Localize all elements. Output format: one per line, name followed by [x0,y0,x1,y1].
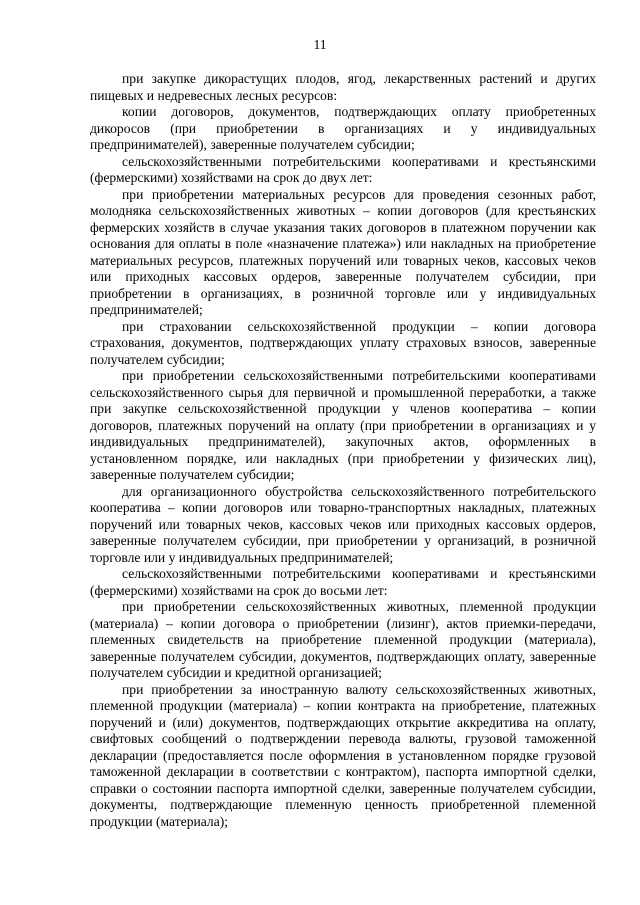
paragraph: сельскохозяйственными потребительскими кооперативами и крестьянскими (фермерскими) хозяйствами на срок до двух лет: [90,153,596,185]
paragraph: сельскохозяйственными потребительскими кооперативами и крестьянскими (фермерскими) хозяйствами на срок до восьми лет: [90,566,596,598]
paragraph: при страховании сельскохозяйственной продукции – копии договора страхования, документов, подтверждающих уплату страховых взносов, заверенные получателем субсидии; [90,318,596,367]
paragraph: при приобретении сельскохозяйственными потребительскими кооперативами сельскохозяйственного сырья для первичной и промышленной переработки, а также при закупке сельскохозяйственной продукции у членов кооператива – копии договоров, платежных поручений на оплату (при приобретении в организациях и у индивидуальных предпринимателей), закупочных актов, оформленных в установленном порядке, или накладных (при приобретении у физических лиц), заверенные получателем субсидии; [90,368,596,482]
paragraph: для организационного обустройства сельскохозяйственного потребительского кооператива – копии договоров или товарно-транспортных накладных, платежных поручений или товарных чеков, кассовых чеков или приходных кассовых ордеров, заверенные получателем субсидии, при приобретении у организаций, в розничной торговле или у индивидуальных предпринимателей; [90,483,596,565]
paragraph: при приобретении за иностранную валюту сельскохозяйственных животных, племенной продукции (материала) – копии контракта на приобретение, платежных поручений и (или) документов, подтверждающих открытие аккредитива на оплату, свифтовых сообщений о подтверждении перевода валюты, грузовой таможенной декларации (предоставляется после оформления в установленном порядке грузовой таможенной декларации в соответствии с контрактом), паспорта импортной сделки, справки о состоянии паспорта импортной сделки, заверенные получателем субсидии, документы, подтверждающие племенную ценность приобретенной племенной продукции (материала); [90,681,596,829]
document-body [90,71,596,830]
paragraph: при приобретении материальных ресурсов для проведения сезонных работ, молодняка сельскохозяйственных животных – копии договоров (для крестьянских фермерских хозяйств в случае указания таких договоров в платежном поручении как основания для оплаты в поле «назначение платежа») или накладных на приобретение материальных ресурсов, платежных поручений или товарных чеков, кассовых чеков или приходных кассовых ордеров, заверенные получателем субсидии, при приобретении в организациях, в розничной торговле или у индивидуальных предпринимателей; [90,186,596,317]
paragraph: копии договоров, документов, подтверждающих оплату приобретенных дикоросов (при приобретении в организациях и у индивидуальных предпринимателей), заверенные получателем субсидии; [90,104,596,152]
paragraph: при закупке дикорастущих плодов, ягод, лекарственных растений и других пищевых и недревесных лесных ресурсов: [90,71,596,103]
page-number: 11 [313,37,327,52]
paragraph: при приобретении сельскохозяйственных животных, племенной продукции (материала) – копии договора о приобретении (лизинг), актов приемки-передачи, племенных свидетельств на приобретение племенной продукции (материала), заверенные получателем субсидии, документов, подтверждающих оплату, заверенные получателем субсидии и кредитной организацией; [90,599,596,680]
